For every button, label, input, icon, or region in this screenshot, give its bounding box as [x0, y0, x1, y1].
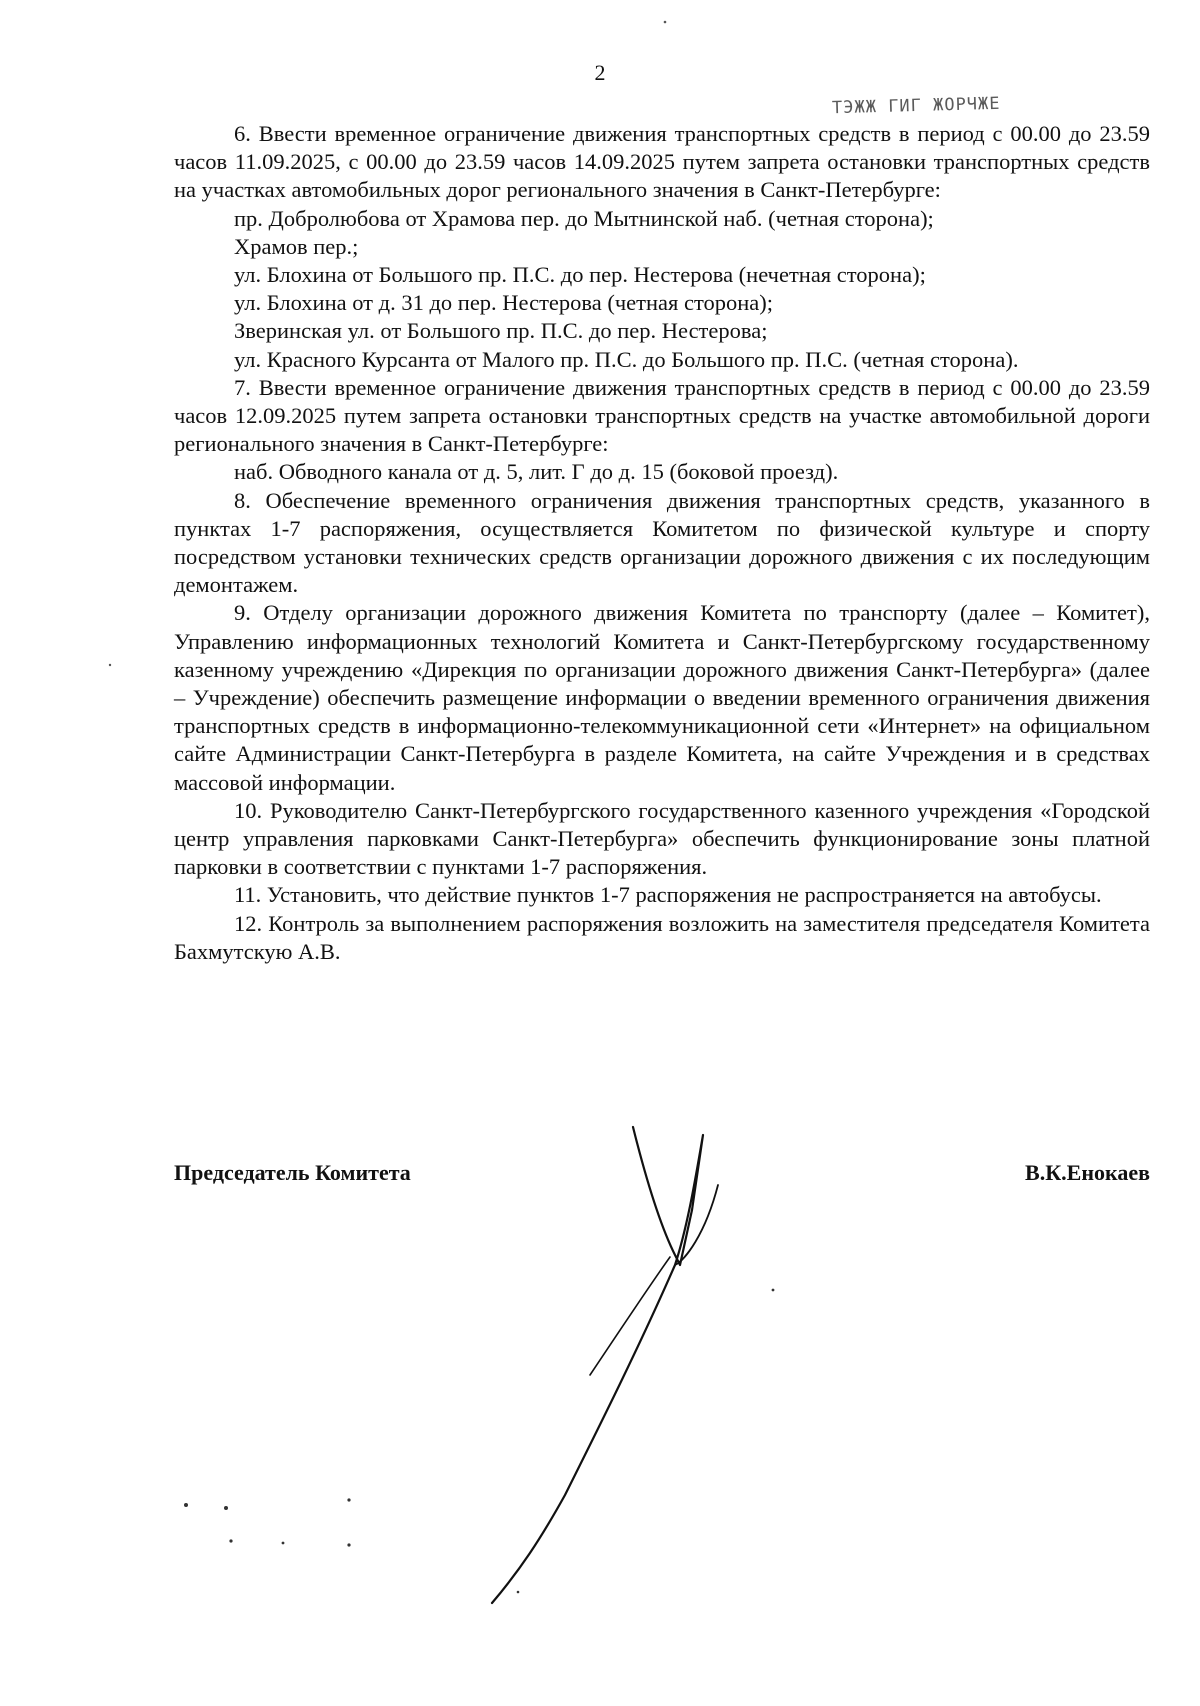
item-9-paragraph: 9. Отделу организации дорожного движения Комитета по транспорту (далее – Комитет), Управлению информационных технологий Комитета и Санкт-Петербургскому государственному казенному учреждению «Дирекция по организации дорожного движения Санкт-Петербурга» (далее – Учреждение) обеспечить размещение информации о введении временного ограничения движения транспортных средств в информационно-телекоммуникационной сети «Интернет» на официальном сайте Администрации Санкт-Петербурга в разделе Комитета, на сайте Учреждения и в средствах массовой информации. — [174, 600, 1150, 795]
item-11-paragraph: 11. Установить, что действие пунктов 1-7 распоряжения не распространяется на автобусы. — [234, 882, 1102, 908]
item-6-street: Зверинская ул. от Большого пр. П.С. до пер. Нестерова; — [234, 318, 768, 344]
document-body — [174, 120, 1150, 966]
item-6-street: ул. Красного Курсанта от Малого пр. П.С. до Большого пр. П.С. (четная сторона). — [234, 346, 1019, 372]
item-6-street: Храмов пер.; — [234, 233, 359, 259]
item-12-paragraph: 12. Контроль за выполнением распоряжения возложить на заместителя председателя Комитета Бахмутскую А.В. — [174, 910, 1150, 964]
signatory-name: В.К.Енокаев — [1025, 1160, 1150, 1185]
item-7-street: наб. Обводного канала от д. 5, лит. Г до д. 15 (боковой проезд). — [234, 459, 839, 485]
item-6-street: пр. Добролюбова от Храмова пер. до Мытнинской наб. (четная сторона); — [234, 205, 934, 231]
signatory-title: Председатель Комитета — [174, 1160, 411, 1185]
handwritten-signature — [470, 1115, 790, 1605]
item-6-paragraph: 6. Ввести временное ограничение движения транспортных средств в период с 00.00 до 23.59 часов 11.09.2025, с 00.00 до 23.59 часов 14.09.2025 путем запрета остановки транспортных средств на участках автомобильных дорог регионального значения в Санкт-Петербурге: — [174, 121, 1150, 203]
item-6-street: ул. Блохина от Большого пр. П.С. до пер. Нестерова (нечетная сторона); — [234, 262, 926, 288]
item-10-paragraph: 10. Руководителю Санкт-Петербургского государственного казенного учреждения «Городской центр управления парковками Санкт-Петербурга» обеспечить функционирование зоны платной парковки в соответствии с пунктами 1-7 распоряжения. — [174, 797, 1150, 880]
item-7-paragraph: 7. Ввести временное ограничение движения транспортных средств в период с 00.00 до 23.59 часов 12.09.2025 путем запрета остановки транспортных средств на участке автомобильной дороги регионального значения в Санкт-Петербурге: — [174, 374, 1150, 457]
stamp-text: ТЭЖЖ ГИГ ЖОРЧЖЕ — [831, 93, 1001, 119]
item-6-street: ул. Блохина от д. 31 до пер. Нестерова (четная сторона); — [234, 290, 774, 316]
page-number: 2 — [594, 60, 606, 85]
item-8-paragraph: 8. Обеспечение временного ограничения движения транспортных средств, указанного в пунктах 1-7 распоряжения, осуществляется Комитетом по физической культуре и спорту посредством установки технических средств организации дорожного движения с их последующим демонтажем. — [174, 487, 1150, 598]
